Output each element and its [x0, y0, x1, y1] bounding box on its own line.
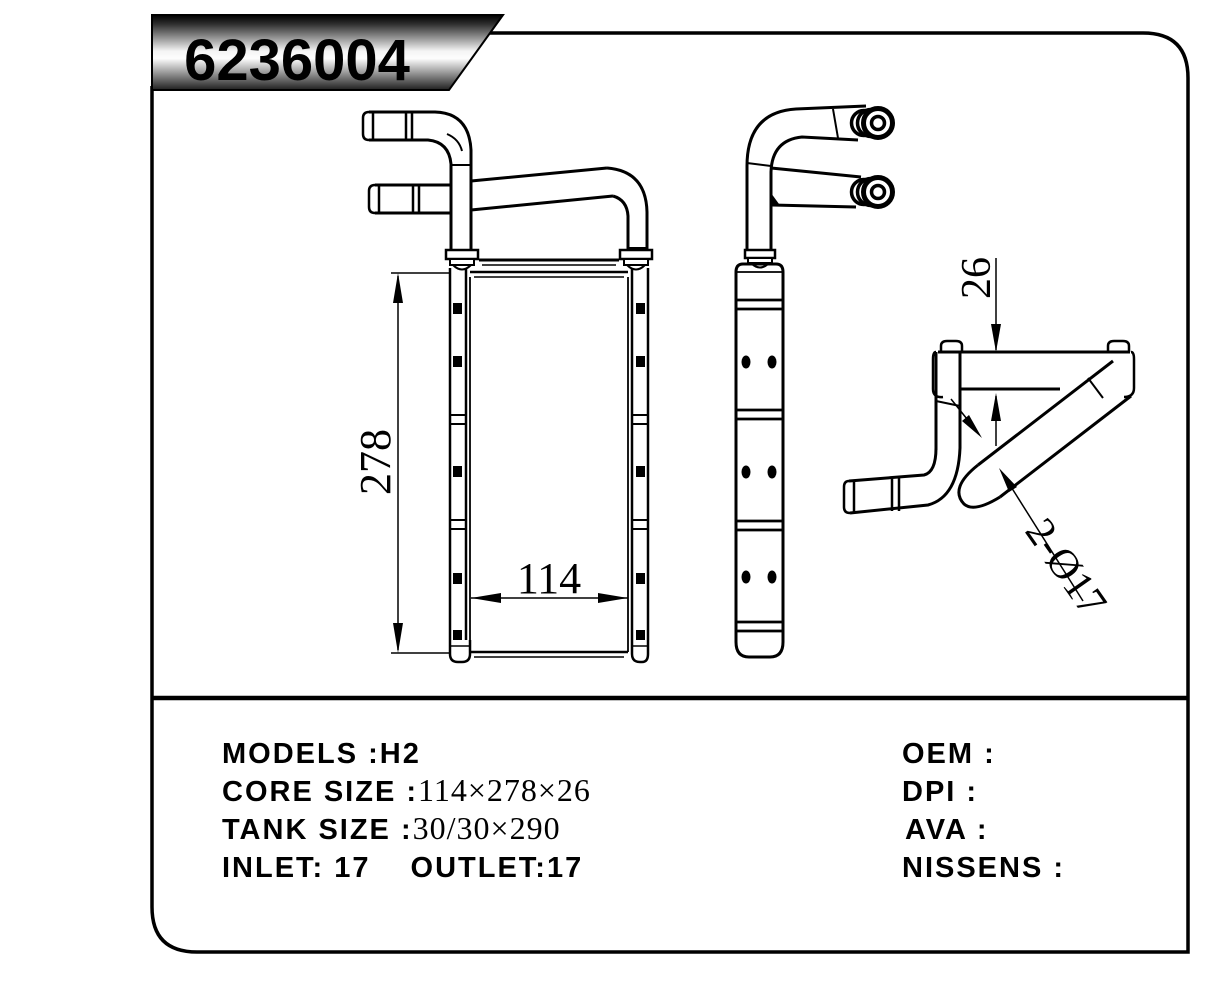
spec-core-size-value: 114×278×26: [418, 772, 591, 808]
dim-pipe-diameter: [951, 399, 1115, 625]
side-pipes: [747, 106, 893, 252]
spec-models-value: H2: [379, 738, 421, 770]
spec-dpi: DPI :: [902, 776, 979, 808]
front-left-rail: [450, 268, 470, 662]
spec-table: [222, 738, 1065, 884]
dim-core-height-label: 278: [351, 429, 400, 495]
spec-models-label: MODELS :: [222, 738, 380, 770]
spec-ava: AVA :: [905, 814, 989, 846]
spec-inlet: INLET: 17: [222, 852, 371, 884]
front-right-rail: [628, 268, 648, 662]
spec-tank-size: [222, 810, 561, 846]
dim-core-depth-label: 26: [954, 257, 1000, 299]
front-outlet-pipe: [369, 168, 647, 252]
side-tank: [736, 264, 783, 657]
spec-inlet-outlet: [222, 852, 583, 884]
front-view: [363, 112, 652, 662]
part-number: 6236004: [184, 28, 410, 93]
spec-core-size-label: CORE SIZE :: [222, 776, 419, 808]
spec-oem: OEM :: [902, 738, 996, 770]
spec-models: [222, 738, 421, 770]
side-view: [736, 106, 893, 657]
top-left-pipe: [844, 352, 960, 513]
dim-core-width-label: 114: [516, 554, 582, 603]
top-view: [844, 341, 1134, 513]
spec-outlet: OUTLET:17: [410, 852, 584, 884]
title-block: [152, 15, 503, 93]
spec-nissens: NISSENS :: [902, 852, 1066, 884]
spec-core-size: [222, 772, 591, 808]
spec-tank-size-label: TANK SIZE :: [222, 814, 413, 846]
front-inlet-pipe: [363, 112, 471, 252]
dim-pipe-spec-label: 2-Ø17: [1015, 510, 1116, 625]
spec-tank-size-value: 30/30×290: [412, 810, 561, 846]
top-slanted-pipe: [959, 361, 1131, 507]
dim-core-width: [471, 554, 628, 603]
dim-core-height: [351, 273, 449, 653]
